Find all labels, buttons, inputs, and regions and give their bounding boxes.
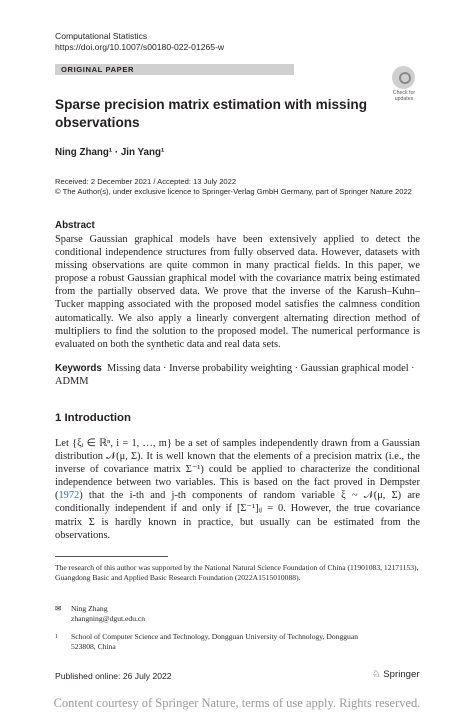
published-online-date: Published online: 26 July 2022 [55,671,172,681]
keywords-label: Keywords [55,363,102,374]
corresponding-author [55,604,420,623]
contact-name: Ning Zhang [71,604,108,613]
copyright-notice: © The Author(s), under exclusive licence to Springer-Verlag GmbH Germany, part of Springer Nature 2022 [55,187,412,196]
contact-email[interactable]: zhangning@dgut.edu.cn [71,614,146,623]
section-heading-introduction: 1 Introduction [55,412,131,424]
citation-link[interactable]: 1972 [58,490,80,502]
affiliation-text: School of Computer Science and Technology, Dongguan University of Technology, Dongguan 523808, China [71,632,359,652]
envelope-icon: ✉ [55,604,62,613]
badge-line-1: Check for [392,90,416,96]
keywords-line [55,362,420,388]
article-type-banner [55,64,294,75]
publisher-name: Springer [383,669,420,680]
affiliation-number: 1 [55,634,58,640]
footnote-divider [55,556,168,557]
check-updates-icon [392,66,415,89]
keywords-text: Missing data · Inverse probability weighting · Gaussian graphical model · ADMM [55,363,415,388]
intro-text-part-2: ) that the i-th and j-th components of random variable ξ ~ 𝒩(μ, Σ) are conditionally independent if and only if [Σ⁻¹]ᵢⱼ = 0. However, the true covariance matrix Σ is hardly known in practice, but usually can be estimated from the observations. [55,490,420,541]
doi-link[interactable]: https://doi.org/10.1007/s00180-022-01265-w [55,42,225,52]
paper-title: Sparse precision matrix estimation with missing observations [55,97,367,130]
check-for-updates-badge[interactable] [388,66,420,102]
journal-name: Computational Statistics [55,31,148,41]
abstract-text: Sparse Gaussian graphical models have been extensively applied to detect the conditional independence structures from fully observed data. However, datasets with missing observations are quite common in many practical fields. In this paper, we propose a robust Gaussian graphical model with the covariance matrix being estimated from the partially observed data. We prove that the inverse of the Karush–Kuhn–Tucker mapping associated with the proposed model satisfies the calmness condition automatically. We also apply a linearly convergent alternating direction method of multipliers to find the solution to the proposed model. The numerical performance is evaluated on both the synthetic data and real data sets. [55,234,420,350]
affiliation-footnote [55,632,420,652]
introduction-paragraph [55,437,420,542]
springer-horse-icon: ♘ [372,669,381,680]
article-type-label: ORIGINAL PAPER [61,65,135,74]
received-accepted-dates: Received: 2 December 2021 / Accepted: 13 July 2022 [55,177,237,186]
funding-footnote: The research of this author was supported by the National Natural Science Foundation of China (11901083, 12171153), Guangdong Basic and Applied Basic Research Foundation (2022A1515010088). [55,563,419,583]
abstract-heading: Abstract [55,220,95,231]
author-list: Ning Zhang¹ · Jin Yang¹ [55,147,165,158]
courtesy-watermark: Content courtesy of Springer Nature, terms of use apply. Rights reserved. [53,696,421,710]
publisher-logo [372,669,420,680]
intro-text-part-1: Let {ξᵢ ∈ ℝⁿ, i = 1, …, m} be a set of samples independently drawn from a Gaussian distribution 𝒩(μ, Σ). It is well known that the elements of a precision matrix (i.e., the inverse of covariance matrix Σ⁻¹) could be applied to characterize the conditional independence between two variables. This is based on the fact proved in Dempster ( [55,438,420,502]
badge-line-2: updates [394,96,414,102]
journal-header [55,31,224,53]
